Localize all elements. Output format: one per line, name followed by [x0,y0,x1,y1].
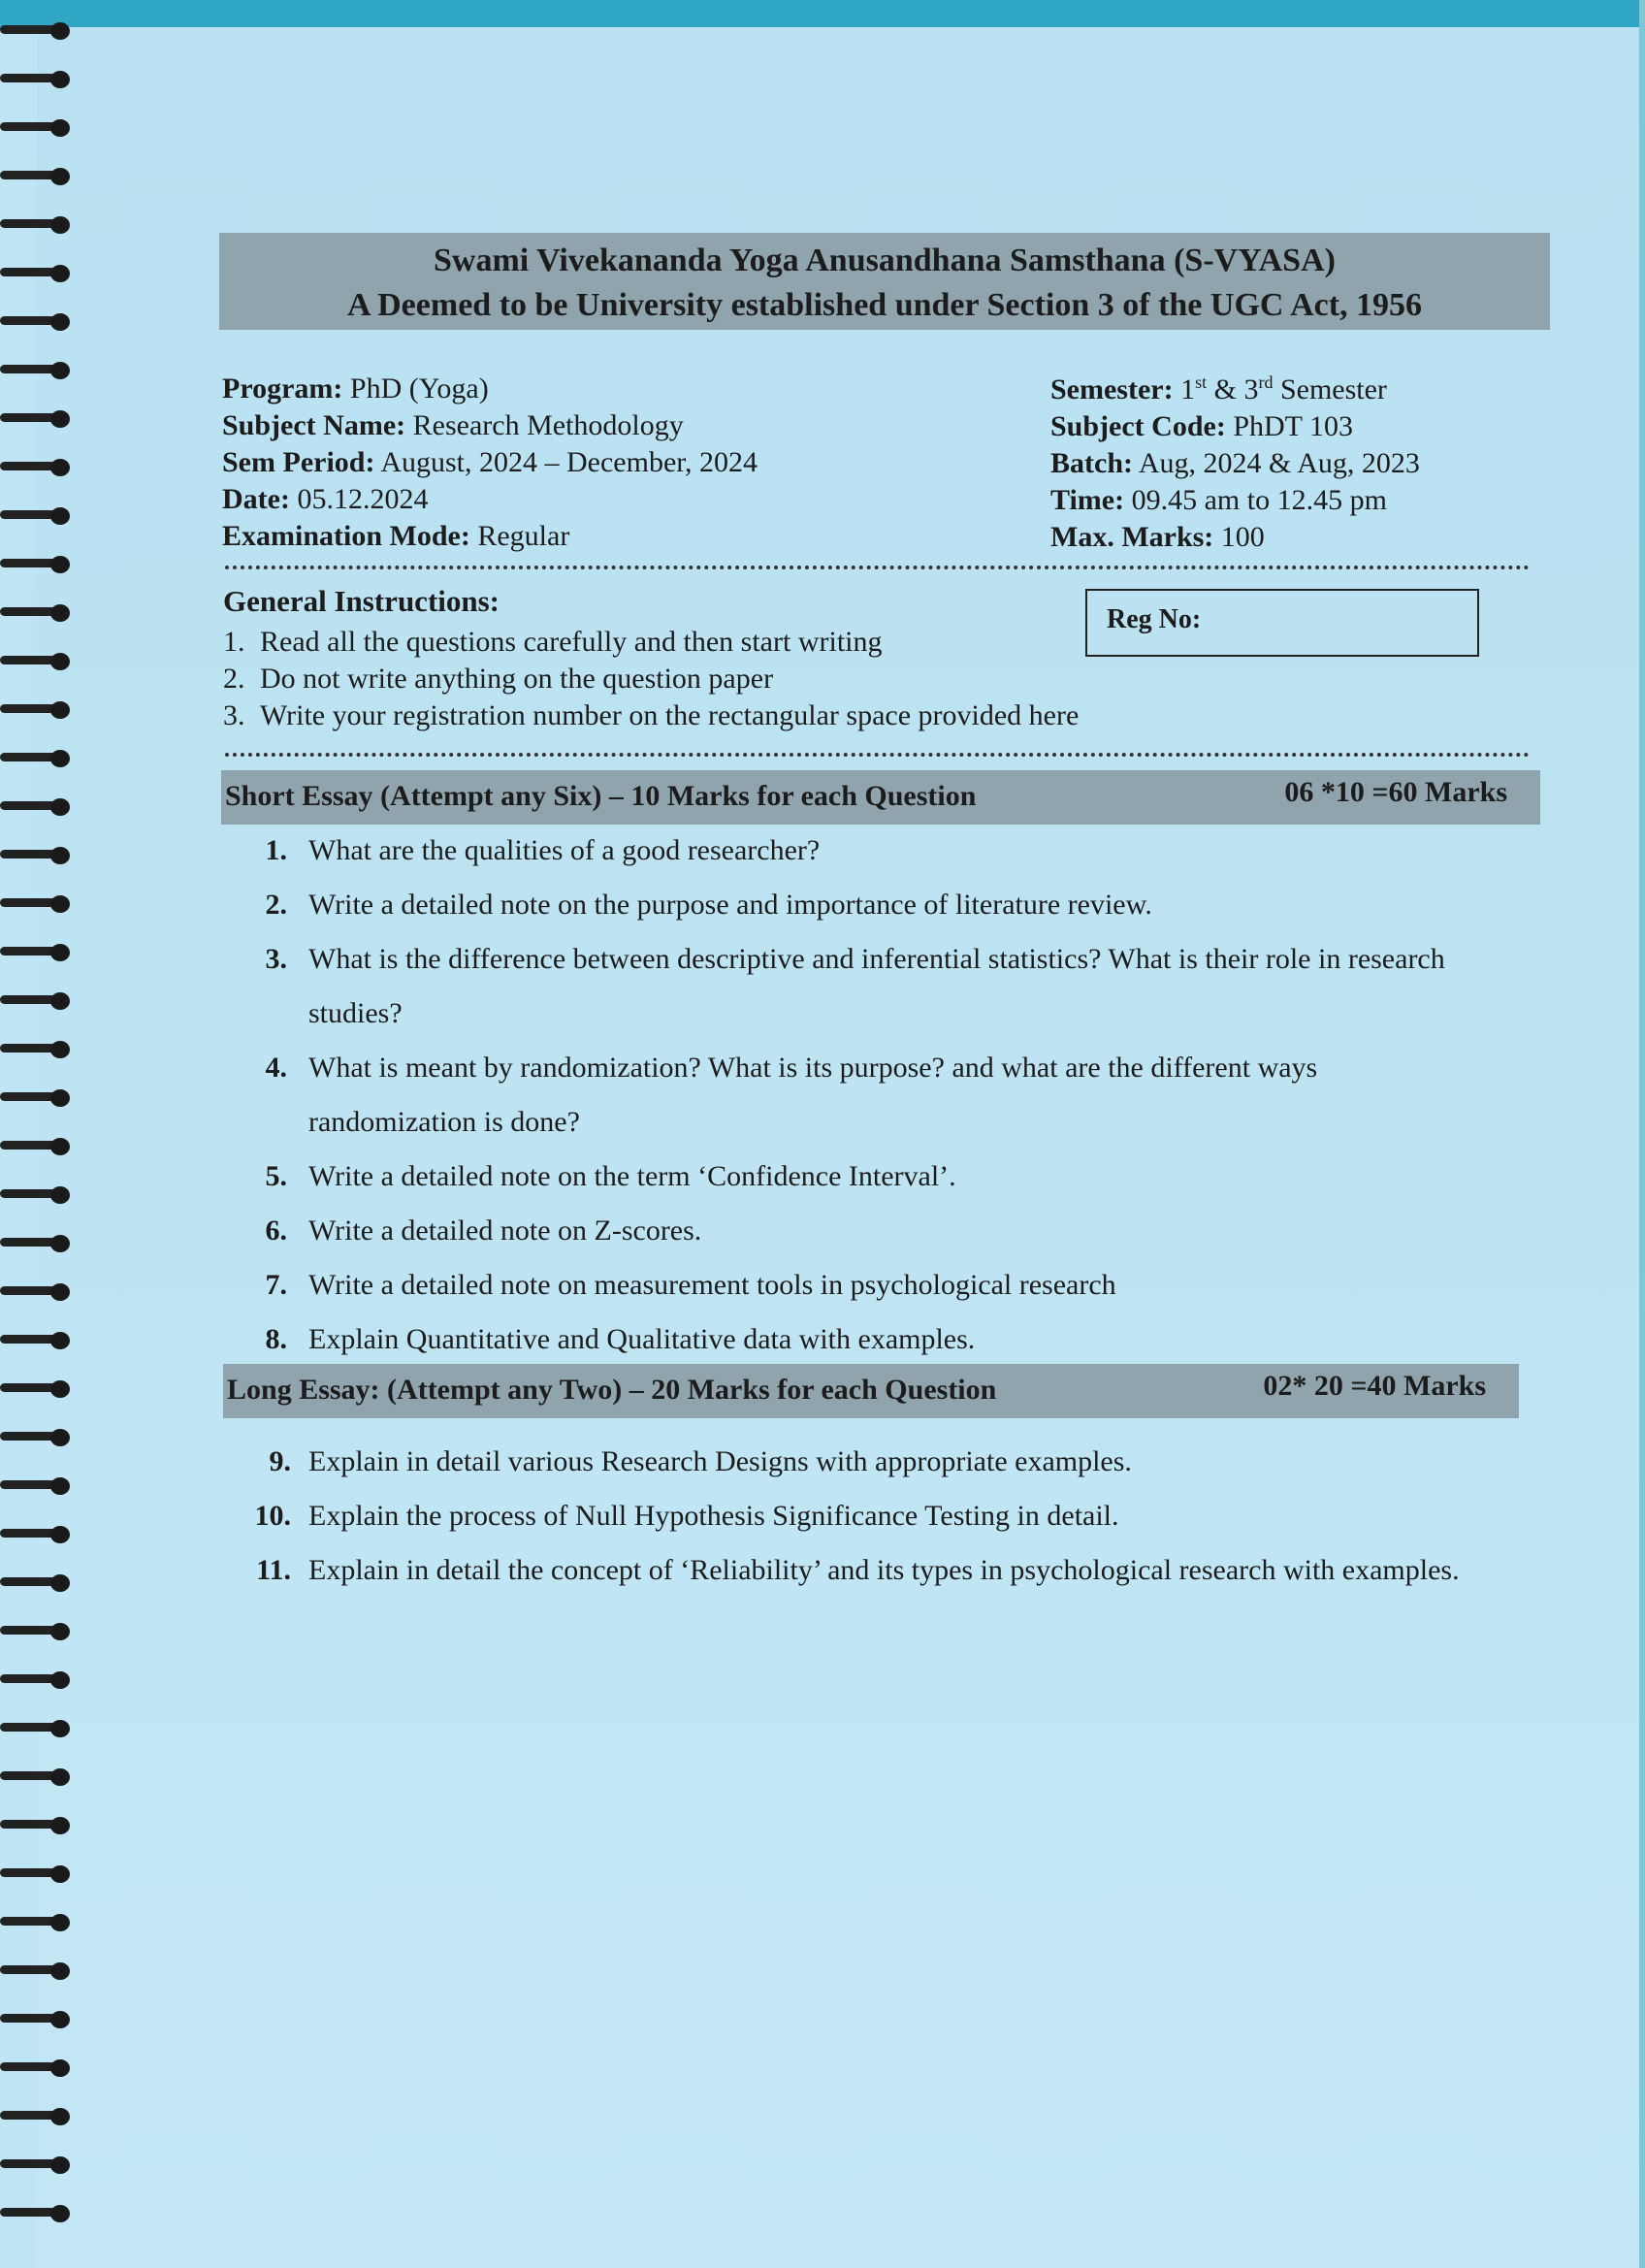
spiral-coil [0,1038,76,1061]
question-number: 11. [256,1554,291,1586]
spiral-coil [0,19,76,43]
program-label: Program: [222,373,343,405]
spiral-coil [0,2057,76,2080]
time-row [1050,482,1420,519]
batch-row [1050,445,1420,482]
question-text: Explain Quantitative and Qualitative data with examples. [308,1323,976,1355]
program-row [222,371,758,407]
right-border [1639,0,1645,2268]
instruction-item [223,661,1079,697]
question-number: 7. [265,1269,287,1301]
spiral-binding [0,19,78,2251]
spiral-coil [0,359,76,382]
long-essay-title: Long Essay: (Attempt any Two) – 20 Marks for each Question [227,1374,997,1406]
exam-details-right [1050,364,1420,556]
instruction-number: 2. [223,663,245,695]
date-value: 05.12.2024 [297,483,429,515]
time-label: Time: [1050,484,1125,516]
sem-period-label: Sem Period: [222,446,375,478]
top-border [0,0,1645,29]
question-text: What are the qualities of a good researcher? [308,834,821,866]
spiral-coil [0,1863,76,1886]
spiral-coil [0,1523,76,1546]
question-text: Explain the process of Null Hypothesis Significance Testing in detail. [308,1500,1119,1532]
spiral-coil [0,116,76,140]
spiral-coil [0,456,76,479]
reg-no-box[interactable] [1085,589,1479,657]
question-text: Explain in detail the concept of ‘Reliability’ and its types in psychological research with examples. [308,1554,1460,1586]
dotted-divider [225,753,1530,757]
semester-label: Semester: [1050,373,1174,405]
spiral-coil [0,1571,76,1595]
spiral-coil [0,1135,76,1158]
program-value: PhD (Yoga) [349,373,489,405]
exam-details-left [222,371,758,555]
question-text: Write a detailed note on the term ‘Confidence Interval’. [308,1160,956,1192]
instructions-list [223,624,1079,734]
spiral-coil [0,1960,76,1983]
semester-first-suffix: st [1195,373,1208,392]
exam-mode-value: Regular [477,520,570,552]
question-number: 8. [265,1323,287,1355]
spiral-coil [0,1766,76,1789]
spiral-coil [0,2154,76,2177]
spiral-coil [0,941,76,964]
max-marks-value: 100 [1220,521,1265,553]
question-text: studies? [308,997,403,1029]
spiral-coil [0,1814,76,1837]
question-number: 3. [265,943,287,975]
subject-code-value: PhDT 103 [1233,410,1353,442]
spiral-coil [0,601,76,625]
short-essay-header [221,770,1540,825]
spiral-coil [0,650,76,673]
spiral-coil [0,698,76,722]
question-number: 10. [254,1500,291,1532]
university-header [219,233,1550,330]
instruction-text: Write your registration number on the rectangular space provided here [260,699,1080,731]
question-text: Write a detailed note on the purpose and importance of literature review. [308,889,1152,921]
spiral-coil [0,310,76,334]
instruction-number: 1. [223,626,245,658]
question-number: 5. [265,1160,287,1192]
short-essay-title: Short Essay (Attempt any Six) – 10 Marks for each Question [225,780,977,812]
semester-row [1050,364,1420,408]
spiral-coil [0,213,76,237]
spiral-coil [0,1669,76,1692]
spiral-coil [0,1717,76,1740]
subject-name-value: Research Methodology [412,409,684,441]
spiral-coil [0,1329,76,1352]
instruction-item [223,624,1079,661]
spiral-coil [0,553,76,576]
subject-name-label: Subject Name: [222,409,406,441]
instruction-text: Do not write anything on the question paper [260,663,774,695]
exam-mode-label: Examination Mode: [222,520,470,552]
question-text: What is meant by randomization? What is its purpose? and what are the different ways [308,1052,1318,1084]
long-essay-header [223,1364,1519,1418]
date-row [222,481,758,518]
subject-code-row [1050,408,1420,445]
spiral-coil [0,262,76,285]
spiral-coil [0,1377,76,1401]
spiral-coil [0,892,76,916]
spiral-coil [0,504,76,528]
batch-value: Aug, 2024 & Aug, 2023 [1138,447,1420,479]
question-text: Explain in detail various Research Designs with appropriate examples. [308,1445,1132,1477]
spiral-coil [0,1086,76,1110]
spiral-coil [0,407,76,431]
spiral-coil [0,989,76,1013]
question-number: 9. [269,1445,291,1477]
time-value: 09.45 am to 12.45 pm [1131,484,1387,516]
semester-word: Semester [1279,373,1387,405]
spiral-coil [0,795,76,819]
date-label: Date: [222,483,290,515]
question-number: 1. [265,834,287,866]
spiral-coil [0,1232,76,1255]
spiral-coil [0,2105,76,2128]
semester-third-suffix: rd [1258,373,1274,392]
semester-amp: & [1213,373,1237,405]
subject-code-label: Subject Code: [1050,410,1226,442]
instruction-number: 3. [223,699,245,731]
max-marks-row [1050,519,1420,556]
semester-third: 3 [1243,373,1259,405]
spiral-coil [0,1911,76,1934]
exam-mode-row [222,518,758,555]
spiral-coil [0,165,76,188]
spiral-coil [0,1426,76,1449]
spiral-coil [0,844,76,867]
spiral-coil [0,1474,76,1498]
semester-first: 1 [1180,373,1196,405]
subject-name-row [222,407,758,444]
spiral-coil [0,2008,76,2031]
university-subtitle: A Deemed to be University established under Section 3 of the UGC Act, 1956 [346,287,1423,323]
question-number: 2. [265,889,287,921]
spiral-coil [0,2202,76,2225]
reg-no-label: Reg No: [1107,604,1202,634]
sem-period-value: August, 2024 – December, 2024 [380,446,758,478]
university-name: Swami Vivekananda Yoga Anusandhana Samsthana (S-VYASA) [434,243,1336,278]
long-essay-marks: 02* 20 =40 Marks [1263,1370,1486,1402]
spiral-coil [0,747,76,770]
instruction-text: Read all the questions carefully and then start writing [260,626,883,658]
instructions-title: General Instructions: [223,584,500,618]
max-marks-label: Max. Marks: [1050,521,1214,553]
question-number: 4. [265,1052,287,1084]
question-text: Write a detailed note on measurement tools in psychological research [308,1269,1116,1301]
short-essay-marks: 06 *10 =60 Marks [1284,776,1507,808]
question-text: What is the difference between descriptive and inferential statistics? What is their role in research [308,943,1445,975]
question-text: randomization is done? [308,1106,580,1138]
question-text: Write a detailed note on Z-scores. [308,1215,702,1247]
question-number: 6. [265,1215,287,1247]
spiral-coil [0,68,76,91]
batch-label: Batch: [1050,447,1133,479]
instruction-item [223,697,1079,734]
dotted-divider [225,566,1530,569]
sem-period-row [222,444,758,481]
spiral-coil [0,1280,76,1304]
spiral-coil [0,1183,76,1207]
spiral-coil [0,1620,76,1643]
